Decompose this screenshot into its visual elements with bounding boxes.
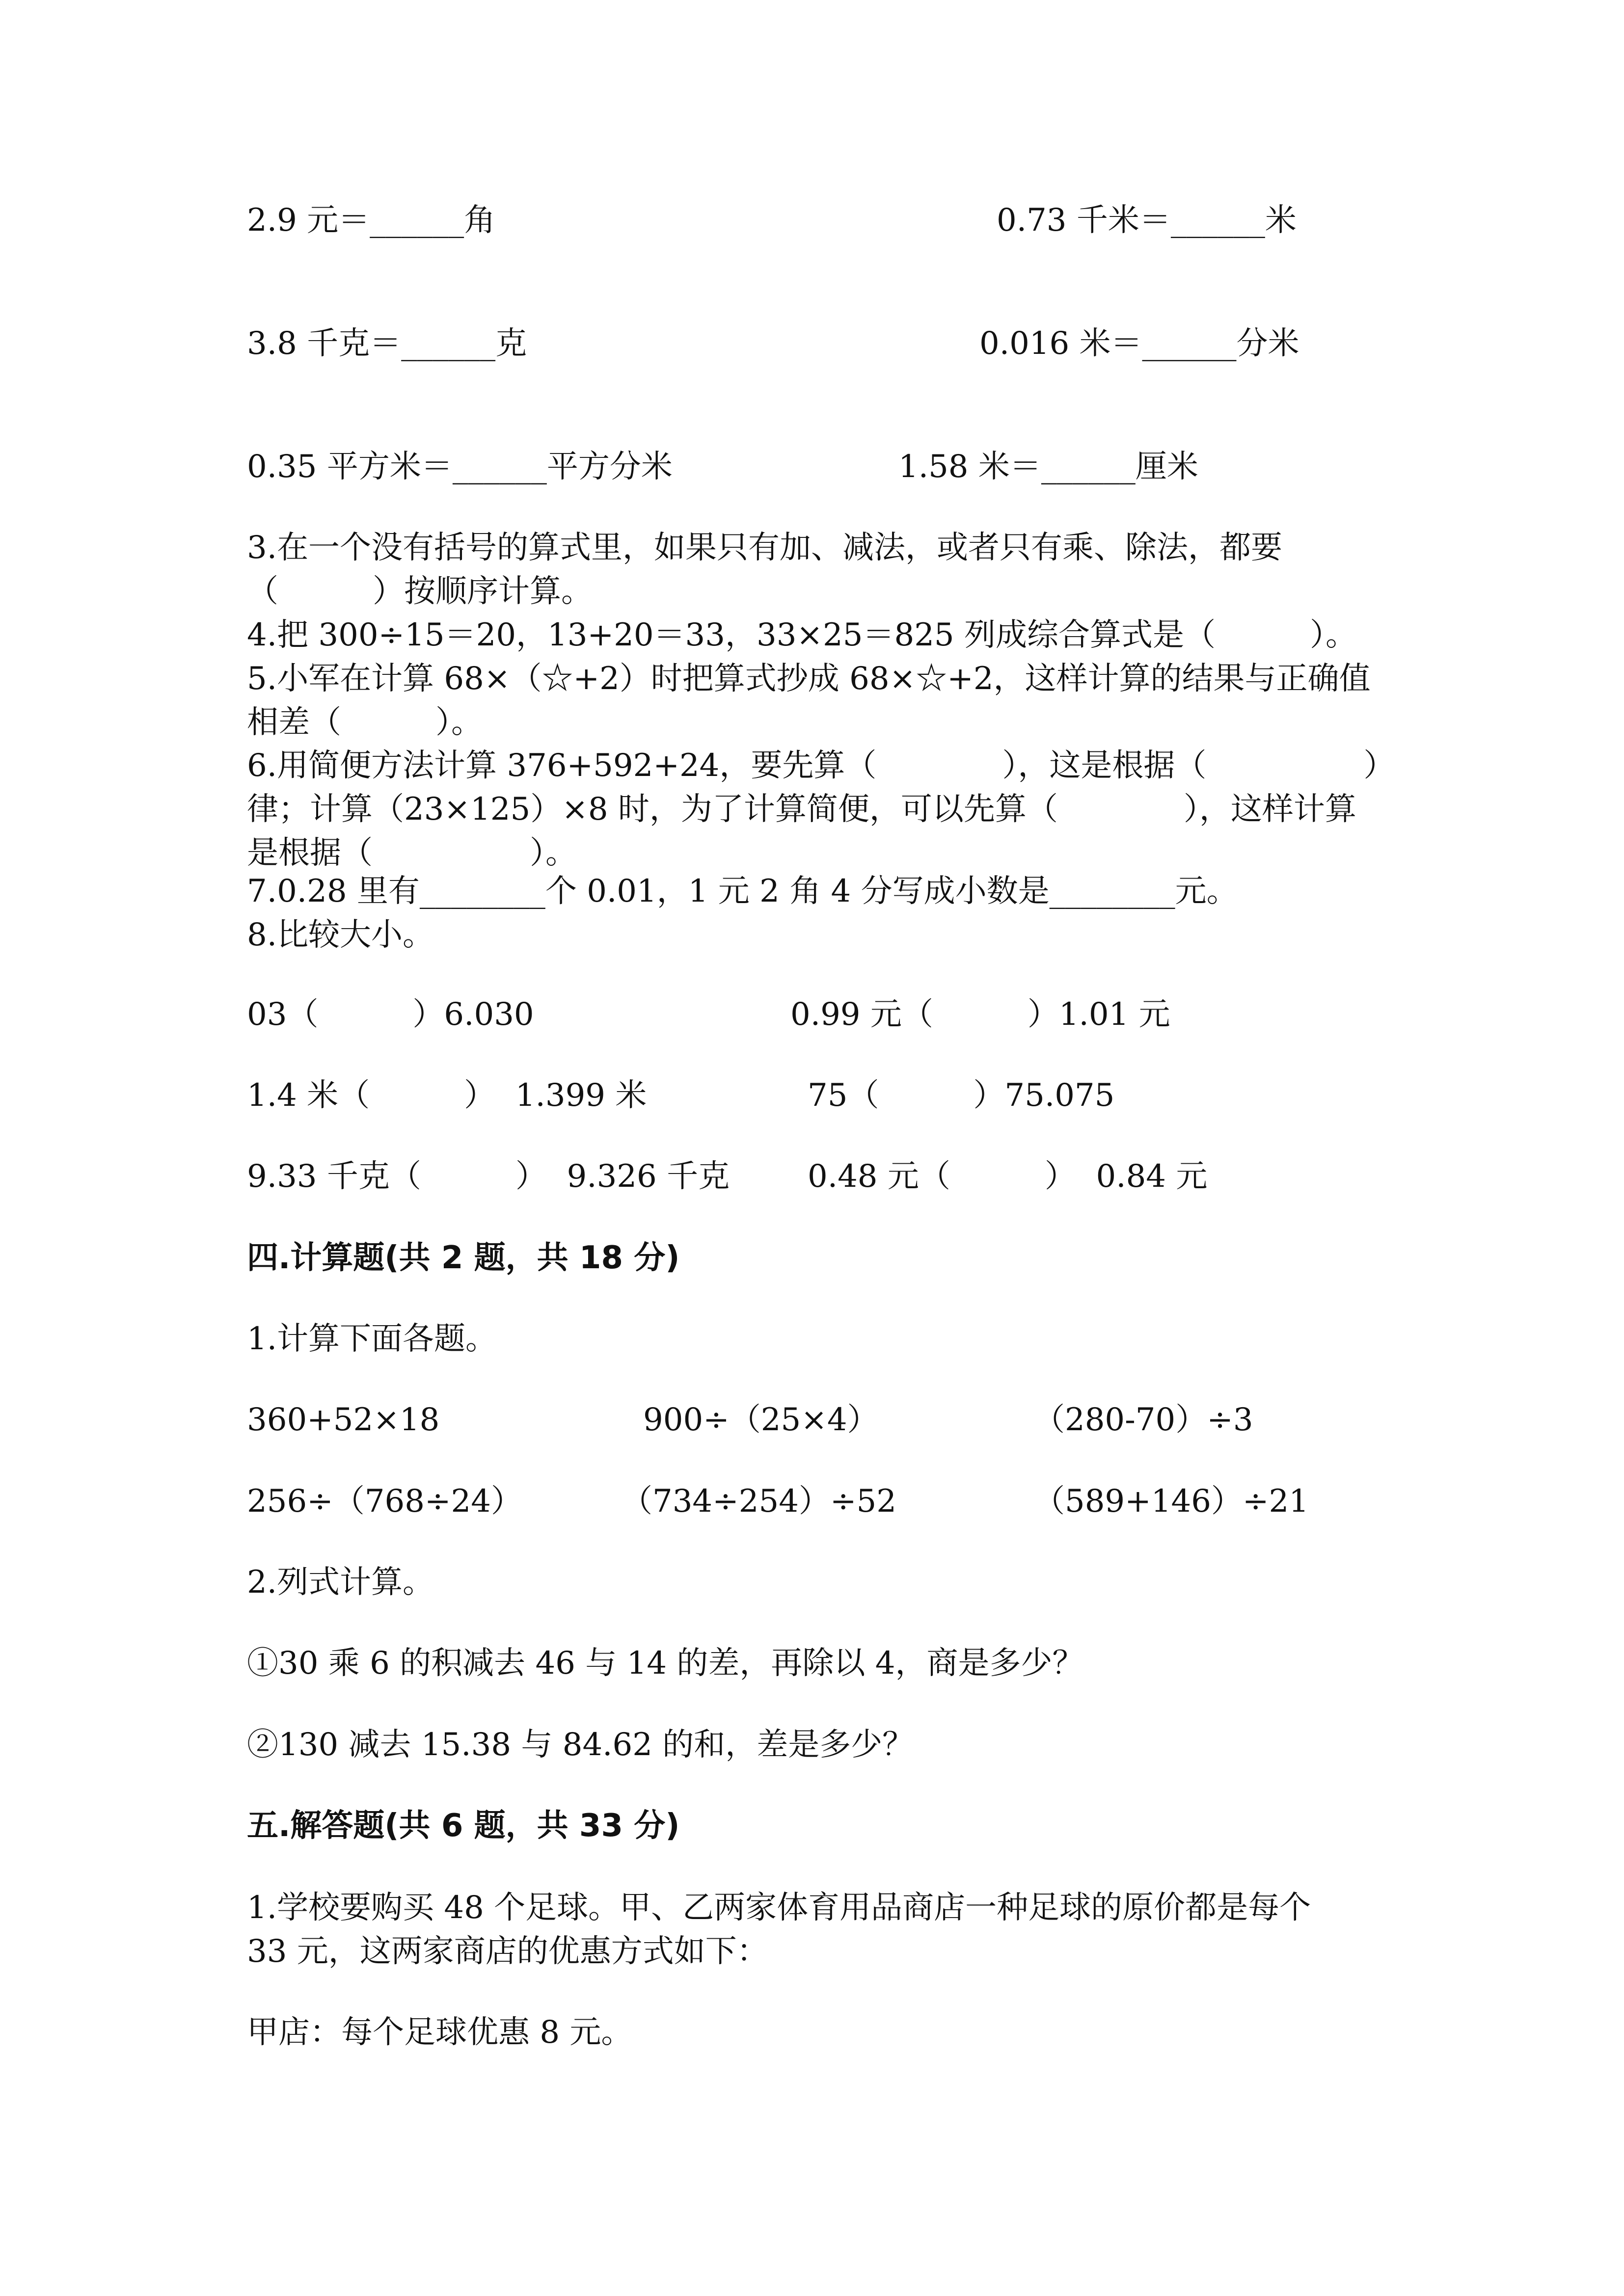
conversion-item: 2.9 元＝______角 (247, 202, 496, 239)
compare-item: 9.33 千克（ ） 9.326 千克 (247, 1158, 730, 1195)
calc-expression: 256÷（768÷24） (247, 1483, 522, 1520)
conversion-item: 3.8 千克＝______克 (247, 325, 527, 362)
compare-item: 03（ ）6.030 (247, 996, 534, 1033)
question-3-line-2: （ ）按顺序计算。 (247, 573, 593, 610)
conversion-item: 0.73 千米＝______米 (997, 202, 1297, 239)
section-5-problem-1-line-1: 1.学校要购买 48 个足球。甲、乙两家体育用品商店一种足球的原价都是每个 (247, 1890, 1311, 1926)
question-4: 4.把 300÷15＝20，13+20＝33，33×25＝825 列成综合算式是（ ）。 (247, 617, 1357, 653)
section-5-problem-1-line-2: 33 元，这两家商店的优惠方式如下： (247, 1933, 768, 1970)
compare-item: 0.48 元（ ） 0.84 元 (808, 1158, 1208, 1195)
section-4-heading: 四.计算题(共 2 题，共 18 分) (247, 1240, 680, 1276)
calc-expression: （734÷254）÷52 (621, 1483, 896, 1520)
question-3-line-1: 3.在一个没有括号的算式里，如果只有加、减法，或者只有乘、除法，都要 (247, 530, 1283, 566)
compare-item: 75（ ）75.075 (808, 1077, 1115, 1114)
conversion-item: 0.35 平方米＝______平方分米 (247, 449, 673, 485)
question-6-line-1: 6.用简便方法计算 376+592+24，要先算（ ），这是根据（ ） (247, 748, 1395, 784)
question-7: 7.0.28 里有________个 0.01，1 元 2 角 4 分写成小数是________元。 (247, 873, 1238, 909)
question-6-line-2: 律；计算（23×125）×8 时，为了计算简便，可以先算（ ），这样计算 (247, 791, 1356, 828)
word-problem: ②130 减去 15.38 与 84.62 的和，差是多少？ (247, 1727, 914, 1763)
section-4-problem-1: 1.计算下面各题。 (247, 1321, 497, 1357)
compare-item: 0.99 元（ ）1.01 元 (790, 996, 1170, 1033)
question-5-line-2: 相差（ ）。 (247, 704, 483, 741)
question-8: 8.比较大小。 (247, 917, 434, 953)
question-6-line-3: 是根据（ ）。 (247, 835, 577, 871)
section-5-heading: 五.解答题(共 6 题，共 33 分) (247, 1808, 680, 1844)
section-5-problem-1-line-3: 甲店：每个足球优惠 8 元。 (247, 2014, 633, 2051)
question-5-line-1: 5.小军在计算 68×（☆+2）时把算式抄成 68×☆+2，这样计算的结果与正确值 (247, 661, 1371, 697)
calc-expression: 900÷（25×4） (643, 1402, 879, 1438)
word-problem: ①30 乘 6 的积减去 46 与 14 的差，再除以 4，商是多少？ (247, 1645, 1084, 1682)
conversion-item: 0.016 米＝______分米 (979, 325, 1299, 362)
calc-expression: （589+146）÷21 (1033, 1483, 1309, 1520)
calc-expression: 360+52×18 (247, 1402, 440, 1438)
conversion-item: 1.58 米＝______厘米 (898, 449, 1198, 485)
section-4-problem-2: 2.列式计算。 (247, 1564, 434, 1601)
compare-item: 1.4 米（ ） 1.399 米 (247, 1077, 647, 1114)
calc-expression: （280-70）÷3 (1033, 1402, 1253, 1438)
